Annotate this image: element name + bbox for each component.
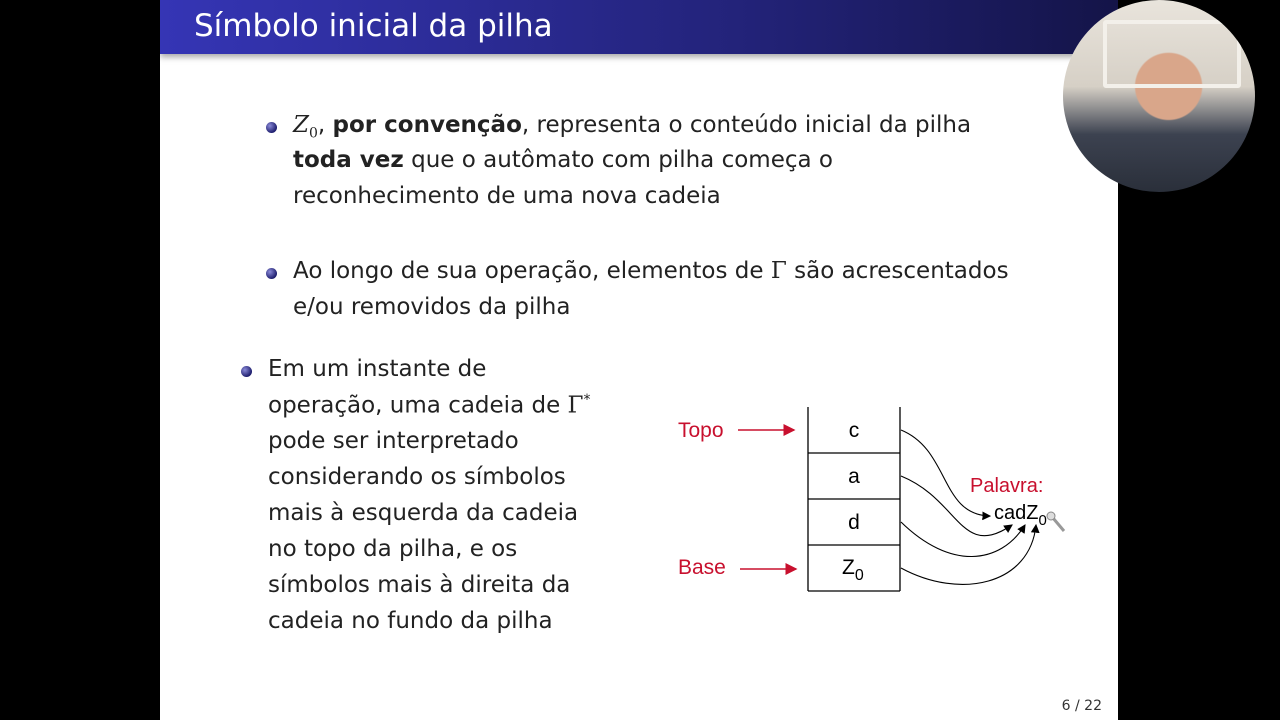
text-line: símbolos mais à direita da	[268, 572, 571, 598]
stack-cell: a	[848, 465, 860, 488]
text-line: considerando os símbolos	[268, 464, 566, 490]
top-label: Topo	[678, 419, 724, 442]
text-line: pode ser interpretado	[268, 428, 519, 454]
math-symbol: Γ	[770, 258, 787, 284]
text: que o autômato com pilha começa o	[403, 147, 833, 173]
magnifier-cursor-icon	[1047, 512, 1064, 531]
math-subscript: 0	[308, 125, 318, 142]
stack-subscript: 0	[854, 567, 864, 584]
text-line: no topo da pilha, e os	[268, 536, 518, 562]
page-number: 6 / 22	[1061, 698, 1102, 714]
text: ,	[317, 112, 333, 138]
text: Ao longo de sua operação, elementos de	[293, 258, 771, 284]
stack-cell	[842, 556, 864, 584]
text: são acrescentados	[786, 258, 1009, 284]
text-line: mais à esquerda da cadeia	[268, 500, 579, 526]
math-symbol: Z	[293, 112, 309, 138]
bold-text: por convenção	[332, 112, 522, 138]
math-symbol: Γ	[567, 392, 584, 419]
slide-title: Símbolo inicial da pilha	[194, 8, 553, 44]
stack-cell: d	[848, 511, 860, 534]
text-line: e/ou removidos da pilha	[293, 294, 571, 320]
math-superscript: *	[583, 392, 591, 408]
stack-symbol: Z	[842, 556, 855, 579]
text: , representa o conteúdo inicial da pilha	[521, 112, 972, 138]
presenter-webcam	[1063, 0, 1255, 192]
text-line: cadeia no fundo da pilha	[268, 608, 553, 634]
word-subscript: 0	[1038, 512, 1047, 529]
text: operação, uma cadeia de	[268, 392, 568, 419]
word-label: Palavra:	[970, 475, 1044, 497]
word	[994, 502, 1047, 529]
word-text: cadZ	[994, 502, 1039, 524]
bold-text: toda vez	[293, 147, 404, 173]
text-line: Em um instante de	[268, 356, 487, 382]
base-label: Base	[678, 556, 726, 579]
stack-cell: c	[848, 419, 860, 442]
text-line: reconhecimento de uma nova cadeia	[293, 183, 721, 209]
